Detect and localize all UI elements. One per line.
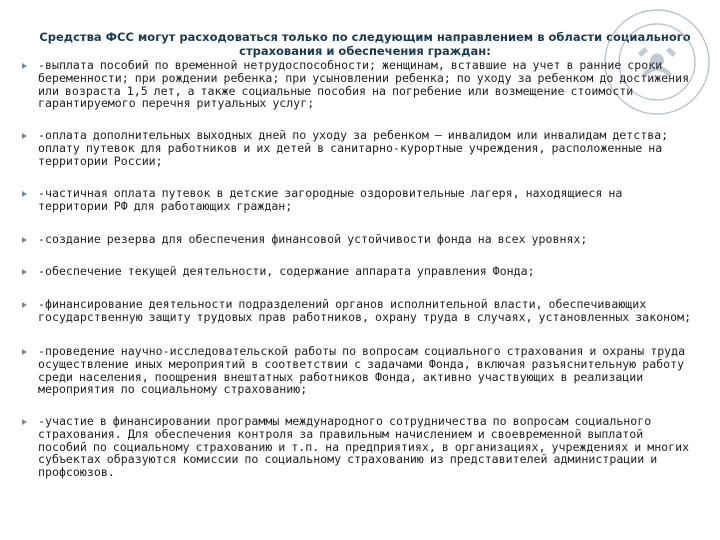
bullet-arrow-icon [22, 302, 27, 308]
slide-title: Средства ФСС могут расходоваться только по следующим направлением в области социального страхования и обеспечения граждан: [39, 30, 691, 58]
list-item-text: -финансирование деятельности подразделений органов исполнительной власти, обеспечивающих государственную защиту трудовых прав работников, охрану труда в случаях, установленных законом; [38, 297, 692, 324]
list-item-text: -частичная оплата путевок в детские загородные оздоровительные лагеря, находящиеся на территории РФ для работающих граждан; [38, 186, 623, 213]
list-item-text: -создание резерва для обеспечения финансовой устойчивости фонда на всех уровнях; [38, 232, 588, 246]
bullet-arrow-icon [22, 133, 27, 139]
list-item-text: -оплата дополнительных выходных дней по уходу за ребенком – инвалидом или инвалидам детства; оплату путевок для работников и их детей в санитарно-курортные учреждения, расположенные на территории России; [38, 128, 669, 168]
bullet-arrow-icon [22, 63, 27, 69]
bullet-arrow-icon [22, 237, 27, 243]
list-item-text: -проведение научно-исследовательской работы по вопросам социального страхования и охраны труда осуществление иных мероприятий в соответствии с задачами Фонда, включая разъяснительную работу среди населения, поощрения внештатных работников Фонда, активно участвующих в реализации мероприятия по социальному страхованию; [38, 344, 686, 397]
bullet-arrow-icon [22, 191, 27, 197]
bullet-arrow-icon [22, 349, 27, 355]
bullet-arrow-icon [22, 269, 27, 275]
list-item-text: -обеспечение текущей деятельности, содержание аппарата управления Фонда; [38, 264, 535, 278]
bullet-arrow-icon [22, 419, 27, 425]
list-item-text: -выплата пособий по временной нетрудоспособности; женщинам, вставшие на учет в ранние сроки беременности; при рождении ребенка; при усыновлении ребенка; по уходу за ребенком до достижения или возраста 1,5 лет, а также социальные пособия на погребение или возмещение стоимости гарантируемого перечня ритуальных услуг; [38, 58, 690, 111]
list-item-text: -участие в финансировании программы международного сотрудничества по вопросам социального страхования. Для обеспечения контроля за правильным начислением и своевременной выплатой пособий по социальному страхованию и т.п. на предприятиях, в организациях, учреждениях и многих субъектах образуются комиссии по социальному страхованию из представителей администрации и профсоюзов. [38, 414, 690, 480]
